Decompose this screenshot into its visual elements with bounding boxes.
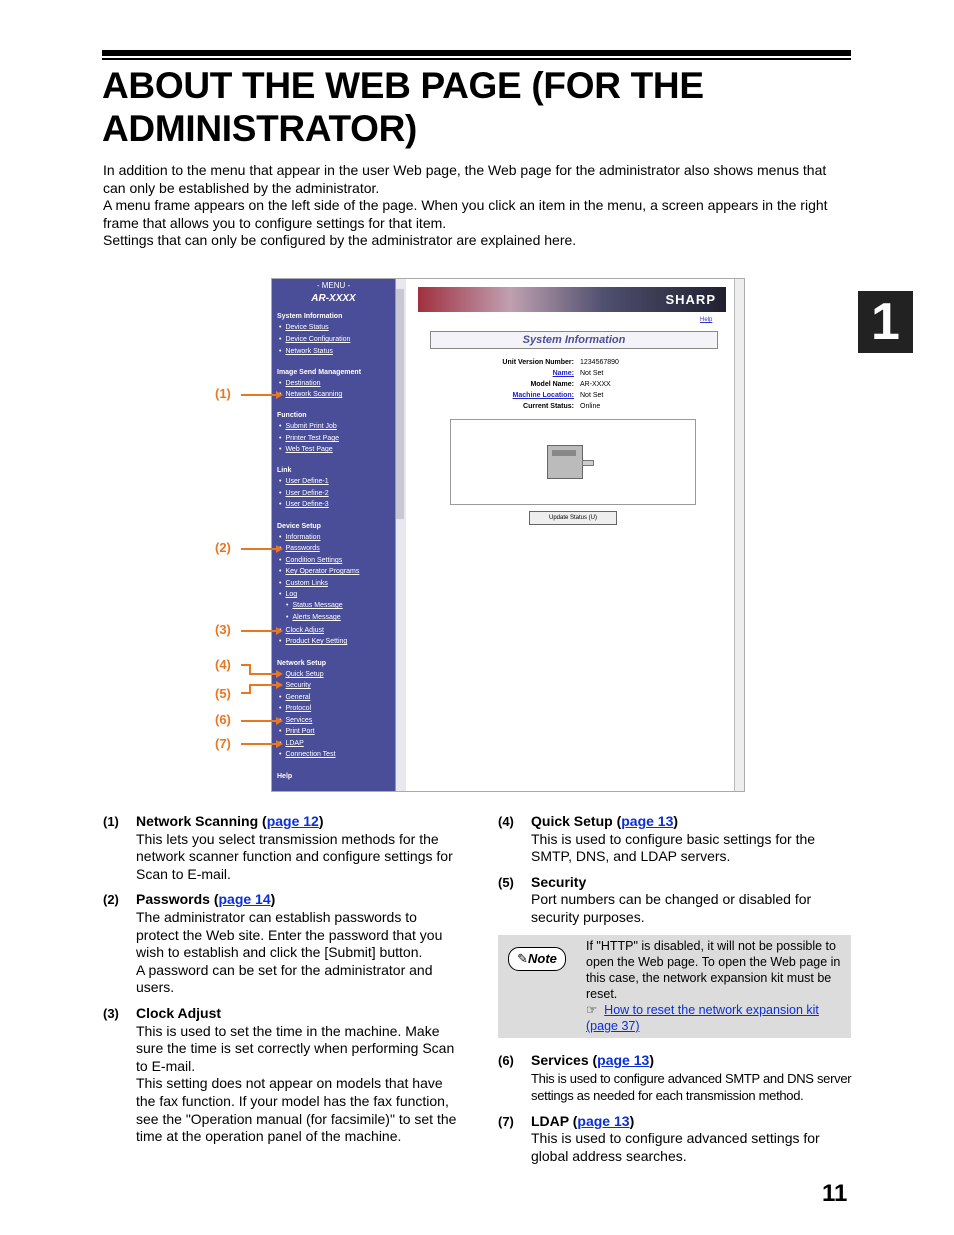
info-value: Not Set	[580, 392, 604, 399]
menu-item[interactable]: • Condition Settings	[279, 557, 342, 564]
item-services	[498, 1052, 854, 1105]
web-page-screenshot	[271, 278, 745, 792]
title-rule-thin	[102, 58, 851, 60]
item-number: (3)	[103, 1005, 119, 1021]
update-status-button[interactable]: Update Status (U)	[529, 511, 617, 525]
menu-scrollbar-thumb[interactable]	[396, 289, 404, 519]
left-column	[103, 813, 459, 1146]
item-title-close: )	[673, 813, 679, 829]
item-clock-adjust	[103, 1005, 459, 1146]
callout-label: (4)	[215, 657, 231, 672]
menu-item-network-scanning[interactable]: • Network Scanning	[279, 391, 342, 398]
callout-label: (6)	[215, 712, 231, 727]
menu-item-security[interactable]: • Security	[279, 682, 311, 689]
menu-item[interactable]: • User Define-3	[279, 501, 329, 508]
item-number: (1)	[103, 814, 119, 829]
callout-label: (1)	[215, 386, 231, 401]
info-row	[446, 390, 706, 401]
info-value: 1234567890	[580, 359, 619, 366]
item-heading: Clock Adjust	[136, 1004, 222, 1021]
item-heading	[531, 1113, 854, 1131]
info-label: Unit Version Number:	[502, 359, 574, 366]
item-heading: Security	[531, 873, 587, 890]
item-body: This lets you select transmission methods for the network scanner function and configure settings for Scan to E-mail.	[136, 830, 453, 882]
item-title-close: )	[270, 891, 276, 908]
note-reference	[586, 1002, 844, 1034]
item-title: Services (	[531, 1052, 598, 1068]
menu-item[interactable]: • User Define-2	[279, 490, 329, 497]
callout-arrow	[276, 627, 283, 635]
callout-label: (3)	[215, 622, 231, 637]
menu-title: - MENU -	[316, 281, 351, 290]
intro-paragraph: Settings that can only be configured by the administrator are explained here.	[103, 232, 577, 249]
page-link[interactable]: page 14	[218, 891, 271, 908]
info-row	[446, 401, 706, 412]
menu-group: Image Send Management	[277, 369, 362, 376]
menu-item[interactable]: • Information	[279, 534, 320, 541]
item-title: Network Scanning (	[136, 813, 267, 829]
item-body: This is used to set the time in the machine. Make sure the time is set correctly when performing Scan to E-mail.	[136, 1022, 455, 1074]
pencil-icon: ✎	[517, 951, 528, 966]
menu-item[interactable]: • Network Status	[279, 348, 333, 355]
item-network-scanning	[103, 813, 459, 883]
page-link[interactable]: page 13	[597, 1052, 650, 1068]
reference-icon: ☞	[586, 1003, 598, 1017]
callout-line	[241, 548, 276, 550]
menu-item-passwords[interactable]: • Passwords	[279, 545, 320, 552]
item-body: The administrator can establish passwords to protect the Web site. Enter the password that you wish to establish and click the [Submit] button.	[136, 908, 443, 961]
item-body: This is used to configure basic settings for the SMTP, DNS, and LDAP servers.	[531, 830, 816, 865]
item-body: This setting does not appear on models that have the fax function. If your model has the fax function, see the "Operation manual (for facsimile)" to set the time at the operation panel of the machine.	[136, 1075, 457, 1145]
menu-item[interactable]: • Web Test Page	[279, 446, 333, 453]
info-value: Not Set	[580, 370, 604, 377]
item-quick-setup	[498, 813, 851, 866]
right-column	[498, 813, 851, 927]
menu-group: Link	[277, 467, 292, 474]
page-link[interactable]: page 12	[266, 813, 319, 829]
menu-group: Device Setup	[277, 523, 321, 530]
menu-item[interactable]: • Protocol	[279, 705, 311, 712]
menu-group: Network Setup	[277, 660, 327, 667]
menu-item-services[interactable]: • Services	[279, 717, 312, 724]
callout-arrow	[276, 717, 283, 725]
item-title-close: )	[649, 1052, 654, 1068]
callout-line	[241, 394, 276, 396]
machine-image-box	[450, 419, 696, 505]
info-label-link[interactable]: Name:	[552, 370, 574, 377]
info-label: Current Status:	[523, 403, 574, 410]
content-header: System Information	[430, 331, 718, 349]
info-label-link[interactable]: Machine Location:	[512, 392, 574, 399]
menu-group: System Information	[277, 313, 343, 320]
callout-line	[241, 630, 276, 632]
item-body: Port numbers can be changed or disabled for security purposes.	[531, 891, 812, 925]
callout-line	[249, 673, 276, 675]
item-title: LDAP (	[531, 1112, 578, 1129]
callout-arrow	[276, 545, 283, 553]
note-box	[498, 935, 851, 1038]
menu-item-clock-adjust[interactable]: • Clock Adjust	[279, 627, 324, 634]
info-row	[446, 368, 706, 379]
menu-item[interactable]: • Device Configuration	[279, 336, 350, 343]
intro-paragraph: In addition to the menu that appear in the user Web page, the Web page for the administrator also shows menus that can only be established by the administrator.	[103, 162, 827, 196]
menu-item[interactable]: • Key Operator Programs	[279, 568, 359, 575]
menu-item[interactable]: • Printer Test Page	[279, 435, 339, 442]
callout-arrow	[276, 740, 283, 748]
menu-item[interactable]: • Print Port	[279, 728, 315, 735]
right-column-lower	[498, 1052, 854, 1166]
menu-item[interactable]: • Destination	[279, 380, 320, 387]
header-banner	[418, 287, 726, 312]
intro-paragraph: A menu frame appears on the left side of the page. When you click an item in the menu, a screen appears in the right frame that allows you to configure settings for that item.	[103, 197, 828, 231]
callout-arrow	[276, 681, 283, 689]
menu-item[interactable]: • User Define-1	[279, 478, 329, 485]
brand-logo: SHARP	[665, 292, 716, 307]
callout-label: (2)	[215, 540, 231, 555]
item-passwords	[103, 891, 459, 997]
item-body: This is used to configure advanced settings for global address searches.	[531, 1130, 820, 1164]
info-row	[446, 379, 706, 390]
callout-line	[249, 684, 276, 686]
callout-line	[241, 743, 276, 745]
item-heading	[136, 813, 459, 831]
menu-item[interactable]: • Log	[279, 591, 297, 598]
menu-subitem[interactable]: • Status Message	[286, 602, 343, 609]
callout-arrow	[276, 670, 283, 678]
page-number: 11	[822, 1180, 848, 1207]
callout-label: (5)	[215, 686, 231, 701]
item-title-close: )	[318, 813, 324, 829]
menu-frame	[272, 279, 395, 791]
callout-line	[241, 720, 276, 722]
item-number: (7)	[498, 1113, 514, 1129]
menu-item[interactable]: • Submit Print Job	[279, 423, 337, 430]
copier-icon	[547, 445, 583, 479]
info-value: Online	[580, 403, 601, 410]
info-row	[446, 357, 706, 368]
item-number: (6)	[498, 1053, 514, 1068]
menu-model: AR-XXXX	[311, 293, 356, 304]
note-ref-link[interactable]: How to reset the network expansion kit (page 37)	[586, 1003, 819, 1033]
info-table	[446, 357, 706, 412]
item-number: (2)	[103, 892, 119, 908]
menu-item[interactable]: • Custom Links	[279, 580, 328, 587]
menu-group: Function	[277, 412, 307, 419]
item-security	[498, 874, 851, 927]
item-number: (5)	[498, 874, 514, 890]
item-heading	[531, 1052, 854, 1070]
item-body: This is used to configure advanced SMTP and DNS server settings as needed for each transmission method.	[531, 1070, 852, 1104]
page-title: ABOUT THE WEB PAGE (FOR THE ADMINISTRATOR)	[102, 65, 704, 149]
item-heading	[136, 891, 459, 909]
note-badge	[508, 947, 566, 971]
chapter-tab: 1	[858, 291, 913, 353]
callout-arrow	[276, 391, 283, 399]
note-body: If "HTTP" is disabled, it will not be possible to open the Web page. To open the Web page in this case, the network expansion kit must be reset.	[586, 939, 841, 1001]
item-number: (4)	[498, 814, 514, 829]
item-heading	[531, 813, 851, 831]
menu-item[interactable]: • Device Status	[279, 324, 329, 331]
callout-label: (7)	[215, 736, 231, 751]
content-scrollbar[interactable]	[734, 279, 745, 791]
menu-subitem[interactable]: • Alerts Message	[286, 614, 341, 621]
menu-group[interactable]: Help	[277, 773, 293, 780]
note-badge-label: Note	[528, 951, 557, 966]
title-rule	[102, 50, 851, 56]
help-link[interactable]: Help	[700, 317, 713, 323]
note-text	[586, 938, 844, 1034]
item-title-close: )	[629, 1112, 635, 1129]
item-ldap	[498, 1113, 854, 1166]
item-title: Passwords (	[136, 891, 219, 908]
menu-item[interactable]: • Product Key Setting	[279, 638, 347, 645]
menu-item-ldap[interactable]: • LDAP	[279, 740, 304, 747]
info-value: AR-XXXX	[580, 381, 611, 388]
intro-text	[103, 162, 843, 250]
content-frame	[406, 279, 744, 791]
menu-item[interactable]: • Connection Test	[279, 751, 336, 758]
page-link[interactable]: page 13	[577, 1112, 630, 1129]
page-link[interactable]: page 13	[621, 813, 674, 829]
menu-item[interactable]: • General	[279, 694, 310, 701]
item-title: Quick Setup (	[531, 813, 622, 829]
item-body: A password can be set for the administrator and users.	[136, 961, 433, 996]
menu-item-quick-setup[interactable]: • Quick Setup	[279, 671, 324, 678]
info-label: Model Name:	[530, 381, 574, 388]
